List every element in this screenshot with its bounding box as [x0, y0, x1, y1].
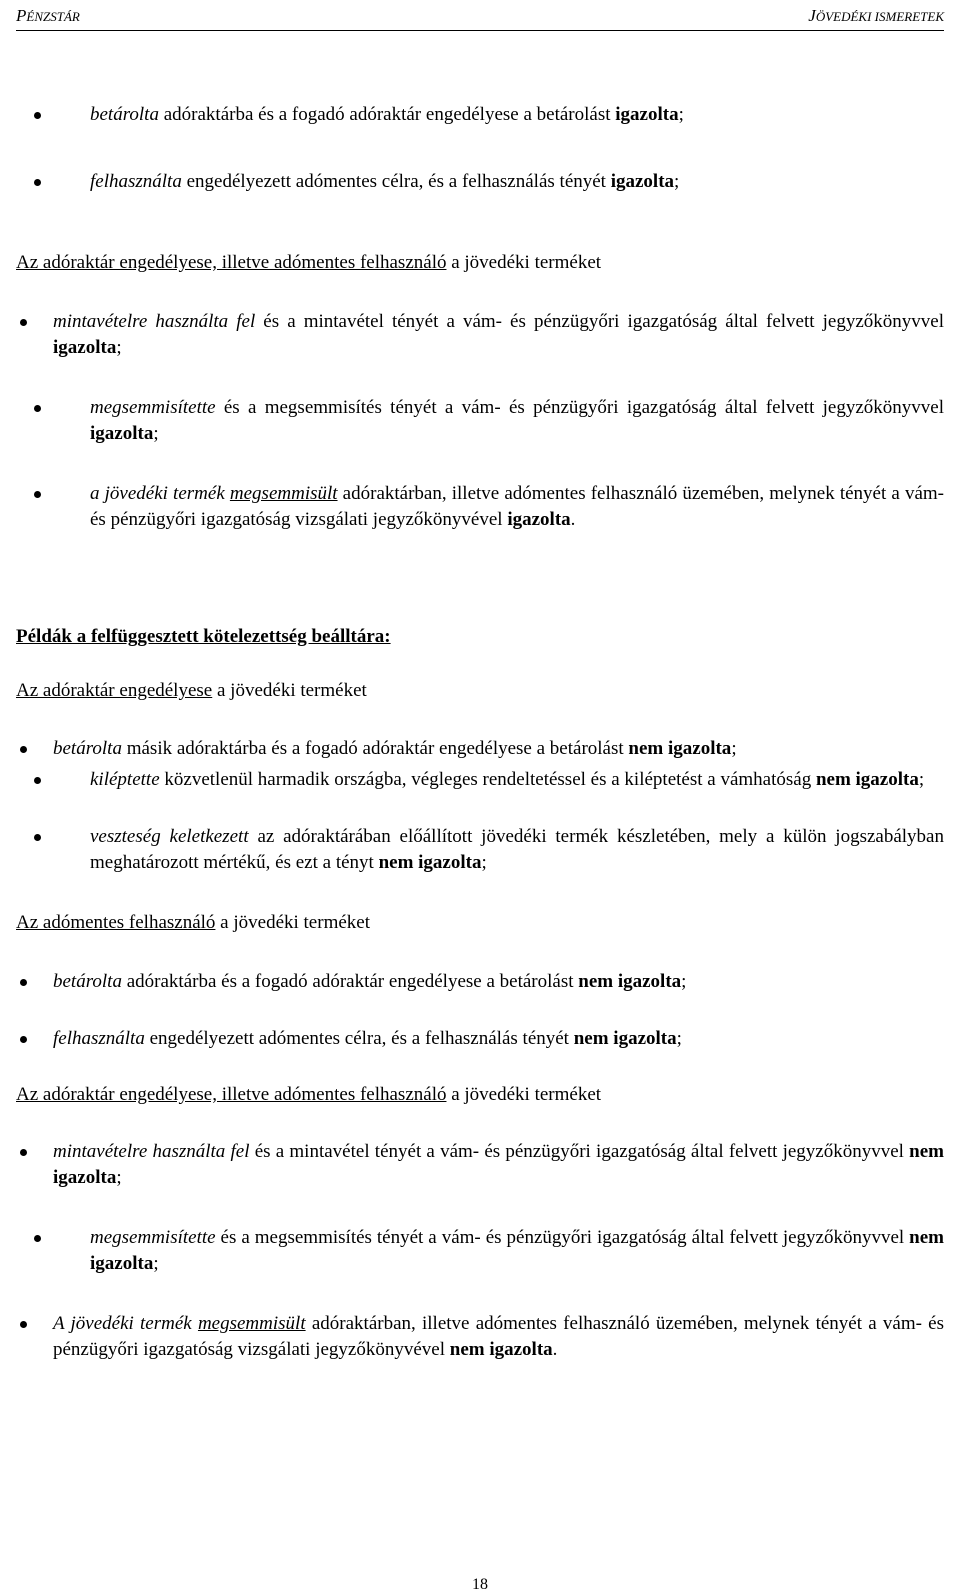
- list-item: A jövedéki termék megsemmisült adóraktárban, illetve adómentes felhasználó üzemében, melynek tényét a vám- és pénzügyőri igazgatóság vizsgálati jegyzőkönyvével nem igazolta.: [16, 1311, 944, 1363]
- list-item: felhasználta engedélyezett adómentes célra, és a felhasználás tényét nem igazolta;: [16, 1026, 944, 1052]
- list-item: kiléptette közvetlenül harmadik országba, végleges rendeltetéssel és a kiléptetést a vámhatóság nem igazolta;: [16, 767, 944, 793]
- page-number: 18: [472, 1576, 488, 1593]
- section-heading: Példák a felfüggesztett kötelezettség beálltára:: [16, 626, 391, 647]
- list-item: veszteség keletkezett az adóraktárában előállított jövedéki termék készletében, mely a külön jogszabályban meghatározott mértékű, és ezt a tényt nem igazolta;: [16, 824, 944, 876]
- bullet-icon: [34, 405, 41, 412]
- bullet-icon: [20, 1149, 27, 1156]
- lead-paragraph: Az adóraktár engedélyese, illetve adómentes felhasználó a jövedéki terméket: [16, 252, 602, 273]
- list-item: mintavételre használta fel és a mintavétel tényét a vám- és pénzügyőri igazgatóság által felvett jegyzőkönyvvel igazolta;: [16, 309, 944, 361]
- bullet-icon: [20, 1321, 27, 1328]
- bullet-icon: [20, 979, 27, 986]
- bullet-icon: [34, 1235, 41, 1242]
- list-item: megsemmisítette és a megsemmisítés tényét a vám- és pénzügyőri igazgatóság által felvett jegyzőkönyvvel igazolta;: [16, 395, 944, 447]
- header-left: PÉNZSTÁR: [16, 6, 80, 25]
- list-item: felhasználta engedélyezett adómentes célra, és a felhasználás tényét igazolta;: [16, 169, 944, 195]
- bullet-icon: [20, 1036, 27, 1043]
- list-item: betárolta adóraktárba és a fogadó adóraktár engedélyese a betárolást nem igazolta;: [16, 969, 944, 995]
- bullet-icon: [34, 179, 41, 186]
- list-item: a jövedéki termék megsemmisült adóraktárban, illetve adómentes felhasználó üzemében, melynek tényét a vám- és pénzügyőri igazgatóság vizsgálati jegyzőkönyvével igazolta.: [16, 481, 944, 533]
- list-item: betárolta adóraktárba és a fogadó adóraktár engedélyese a betárolást igazolta;: [16, 102, 944, 128]
- bullet-icon: [20, 746, 27, 753]
- lead-paragraph: Az adóraktár engedélyese a jövedéki terméket: [16, 680, 367, 701]
- lead-paragraph: Az adómentes felhasználó a jövedéki terméket: [16, 912, 370, 933]
- bullet-icon: [34, 491, 41, 498]
- bullet-icon: [20, 319, 27, 326]
- bullet-icon: [34, 112, 41, 119]
- list-item: megsemmisítette és a megsemmisítés tényét a vám- és pénzügyőri igazgatóság által felvett jegyzőkönyvvel nem igazolta;: [16, 1225, 944, 1277]
- page-header: [16, 4, 944, 31]
- lead-paragraph: Az adóraktár engedélyese, illetve adómentes felhasználó a jövedéki terméket: [16, 1084, 602, 1105]
- bullet-icon: [34, 834, 41, 841]
- list-item: mintavételre használta fel és a mintavétel tényét a vám- és pénzügyőri igazgatóság által felvett jegyzőkönyvvel nem igazolta;: [16, 1139, 944, 1191]
- header-right: JÖVEDÉKI ISMERETEK: [808, 6, 944, 25]
- bullet-icon: [34, 777, 41, 784]
- list-item: betárolta másik adóraktárba és a fogadó adóraktár engedélyese a betárolást nem igazolta;: [16, 736, 944, 762]
